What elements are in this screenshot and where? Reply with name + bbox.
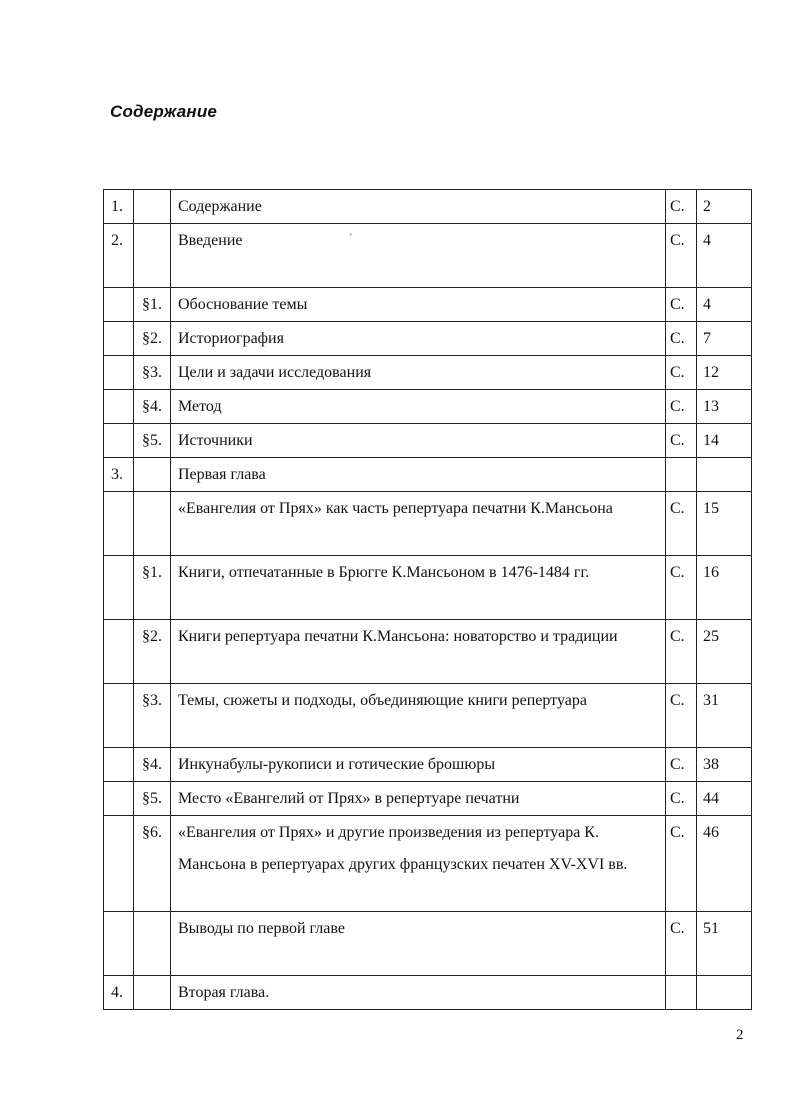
toc-row bbox=[104, 912, 752, 976]
toc-row-number bbox=[104, 424, 134, 458]
toc-page-number: 7 bbox=[697, 322, 752, 356]
toc-page-number: 31 bbox=[697, 684, 752, 748]
toc-page-number: 38 bbox=[697, 748, 752, 782]
toc-page-prefix: С. bbox=[666, 620, 697, 684]
toc-row-number: 4. bbox=[104, 976, 134, 1010]
toc-page-prefix: С. bbox=[666, 912, 697, 976]
toc-page-prefix: С. bbox=[666, 492, 697, 556]
toc-page-number: 4 bbox=[697, 224, 752, 288]
toc-body bbox=[104, 190, 752, 1010]
toc-page-number: 14 bbox=[697, 424, 752, 458]
toc-row-number bbox=[104, 556, 134, 620]
toc-entry-title: Инкунабулы-рукописи и готические брошюры bbox=[171, 748, 666, 782]
toc-page-prefix: С. bbox=[666, 390, 697, 424]
toc-row-number: 3. bbox=[104, 458, 134, 492]
toc-page-prefix bbox=[666, 976, 697, 1010]
toc-row bbox=[104, 288, 752, 322]
toc-page-prefix: С. bbox=[666, 322, 697, 356]
toc-row bbox=[104, 684, 752, 748]
toc-section-mark bbox=[134, 224, 171, 288]
toc-row bbox=[104, 976, 752, 1010]
toc-page-prefix: С. bbox=[666, 684, 697, 748]
toc-page-number: 15 bbox=[697, 492, 752, 556]
toc-page-number bbox=[697, 458, 752, 492]
toc-row-number bbox=[104, 782, 134, 816]
toc-page-prefix: С. bbox=[666, 190, 697, 224]
toc-row-number bbox=[104, 816, 134, 912]
toc-section-mark: §4. bbox=[134, 390, 171, 424]
toc-entry-title: «Евангелия от Прях» и другие произведения из репертуара К. Мансьона в репертуарах других французских печатен XV-XVI вв. bbox=[171, 816, 666, 912]
toc-section-mark: §2. bbox=[134, 620, 171, 684]
toc-section-mark: §2. bbox=[134, 322, 171, 356]
toc-section-mark: §4. bbox=[134, 748, 171, 782]
toc-row-number bbox=[104, 322, 134, 356]
toc-page-prefix: С. bbox=[666, 782, 697, 816]
toc-section-mark bbox=[134, 190, 171, 224]
toc-page-number: 51 bbox=[697, 912, 752, 976]
toc-page-number: 2 bbox=[697, 190, 752, 224]
page-number: 2 bbox=[736, 1027, 744, 1043]
toc-page-number: 13 bbox=[697, 390, 752, 424]
toc-entry-title: Обоснование темы bbox=[171, 288, 666, 322]
table-of-contents bbox=[103, 189, 752, 1010]
toc-row-number bbox=[104, 288, 134, 322]
toc-row-number bbox=[104, 620, 134, 684]
toc-page-prefix: С. bbox=[666, 556, 697, 620]
toc-page-prefix: С. bbox=[666, 816, 697, 912]
toc-row-number: 2. bbox=[104, 224, 134, 288]
toc-row-number bbox=[104, 492, 134, 556]
toc-entry-title: Место «Евангелий от Прях» в репертуаре печатни bbox=[171, 782, 666, 816]
toc-page-number: 4 bbox=[697, 288, 752, 322]
toc-entry-title: Вторая глава. bbox=[171, 976, 666, 1010]
toc-page-prefix bbox=[666, 458, 697, 492]
toc-entry-title: Темы, сюжеты и подходы, объединяющие книги репертуара bbox=[171, 684, 666, 748]
toc-section-mark: §5. bbox=[134, 782, 171, 816]
toc-page-prefix: С. bbox=[666, 748, 697, 782]
toc-page-prefix: С. bbox=[666, 356, 697, 390]
toc-entry-title: Источники bbox=[171, 424, 666, 458]
toc-section-mark bbox=[134, 458, 171, 492]
toc-entry-title: Историография bbox=[171, 322, 666, 356]
toc-row bbox=[104, 322, 752, 356]
toc-section-mark: §3. bbox=[134, 684, 171, 748]
toc-page-number: 12 bbox=[697, 356, 752, 390]
toc-row bbox=[104, 356, 752, 390]
toc-row bbox=[104, 458, 752, 492]
toc-section-mark: §6. bbox=[134, 816, 171, 912]
toc-section-mark: §1. bbox=[134, 288, 171, 322]
toc-row bbox=[104, 816, 752, 912]
toc-row-number bbox=[104, 748, 134, 782]
toc-entry-title: Содержание bbox=[171, 190, 666, 224]
toc-entry-title: Книги репертуара печатни К.Мансьона: новаторство и традиции bbox=[171, 620, 666, 684]
toc-page-prefix: С. bbox=[666, 424, 697, 458]
toc-page-number bbox=[697, 976, 752, 1010]
scan-artifact-mark: ′ bbox=[350, 232, 352, 242]
toc-row-number bbox=[104, 684, 134, 748]
toc-row bbox=[104, 748, 752, 782]
page-title: Содержание bbox=[110, 102, 218, 121]
toc-row bbox=[104, 782, 752, 816]
toc-entry-title: Введение bbox=[171, 224, 666, 288]
toc-row bbox=[104, 492, 752, 556]
toc-page-number: 25 bbox=[697, 620, 752, 684]
toc-section-mark bbox=[134, 976, 171, 1010]
toc-page-prefix: С. bbox=[666, 224, 697, 288]
toc-row bbox=[104, 556, 752, 620]
toc-entry-title: Выводы по первой главе bbox=[171, 912, 666, 976]
toc-entry-title: «Евангелия от Прях» как часть репертуара печатни К.Мансьона bbox=[171, 492, 666, 556]
toc-row-number bbox=[104, 356, 134, 390]
toc-section-mark: §5. bbox=[134, 424, 171, 458]
toc-row bbox=[104, 224, 752, 288]
toc-row bbox=[104, 424, 752, 458]
toc-row-number: 1. bbox=[104, 190, 134, 224]
toc-row bbox=[104, 620, 752, 684]
toc-page-prefix: С. bbox=[666, 288, 697, 322]
toc-row-number bbox=[104, 912, 134, 976]
toc-entry-title: Метод bbox=[171, 390, 666, 424]
toc-entry-title: Цели и задачи исследования bbox=[171, 356, 666, 390]
toc-section-mark bbox=[134, 492, 171, 556]
toc-row bbox=[104, 390, 752, 424]
toc-page-number: 46 bbox=[697, 816, 752, 912]
toc-section-mark: §1. bbox=[134, 556, 171, 620]
toc-section-mark bbox=[134, 912, 171, 976]
toc-page-number: 44 bbox=[697, 782, 752, 816]
toc-section-mark: §3. bbox=[134, 356, 171, 390]
toc-entry-title: Книги, отпечатанные в Брюгге К.Мансьоном в 1476-1484 гг. bbox=[171, 556, 666, 620]
toc-row-number bbox=[104, 390, 134, 424]
toc-row bbox=[104, 190, 752, 224]
toc-entry-title: Первая глава bbox=[171, 458, 666, 492]
toc-page-number: 16 bbox=[697, 556, 752, 620]
